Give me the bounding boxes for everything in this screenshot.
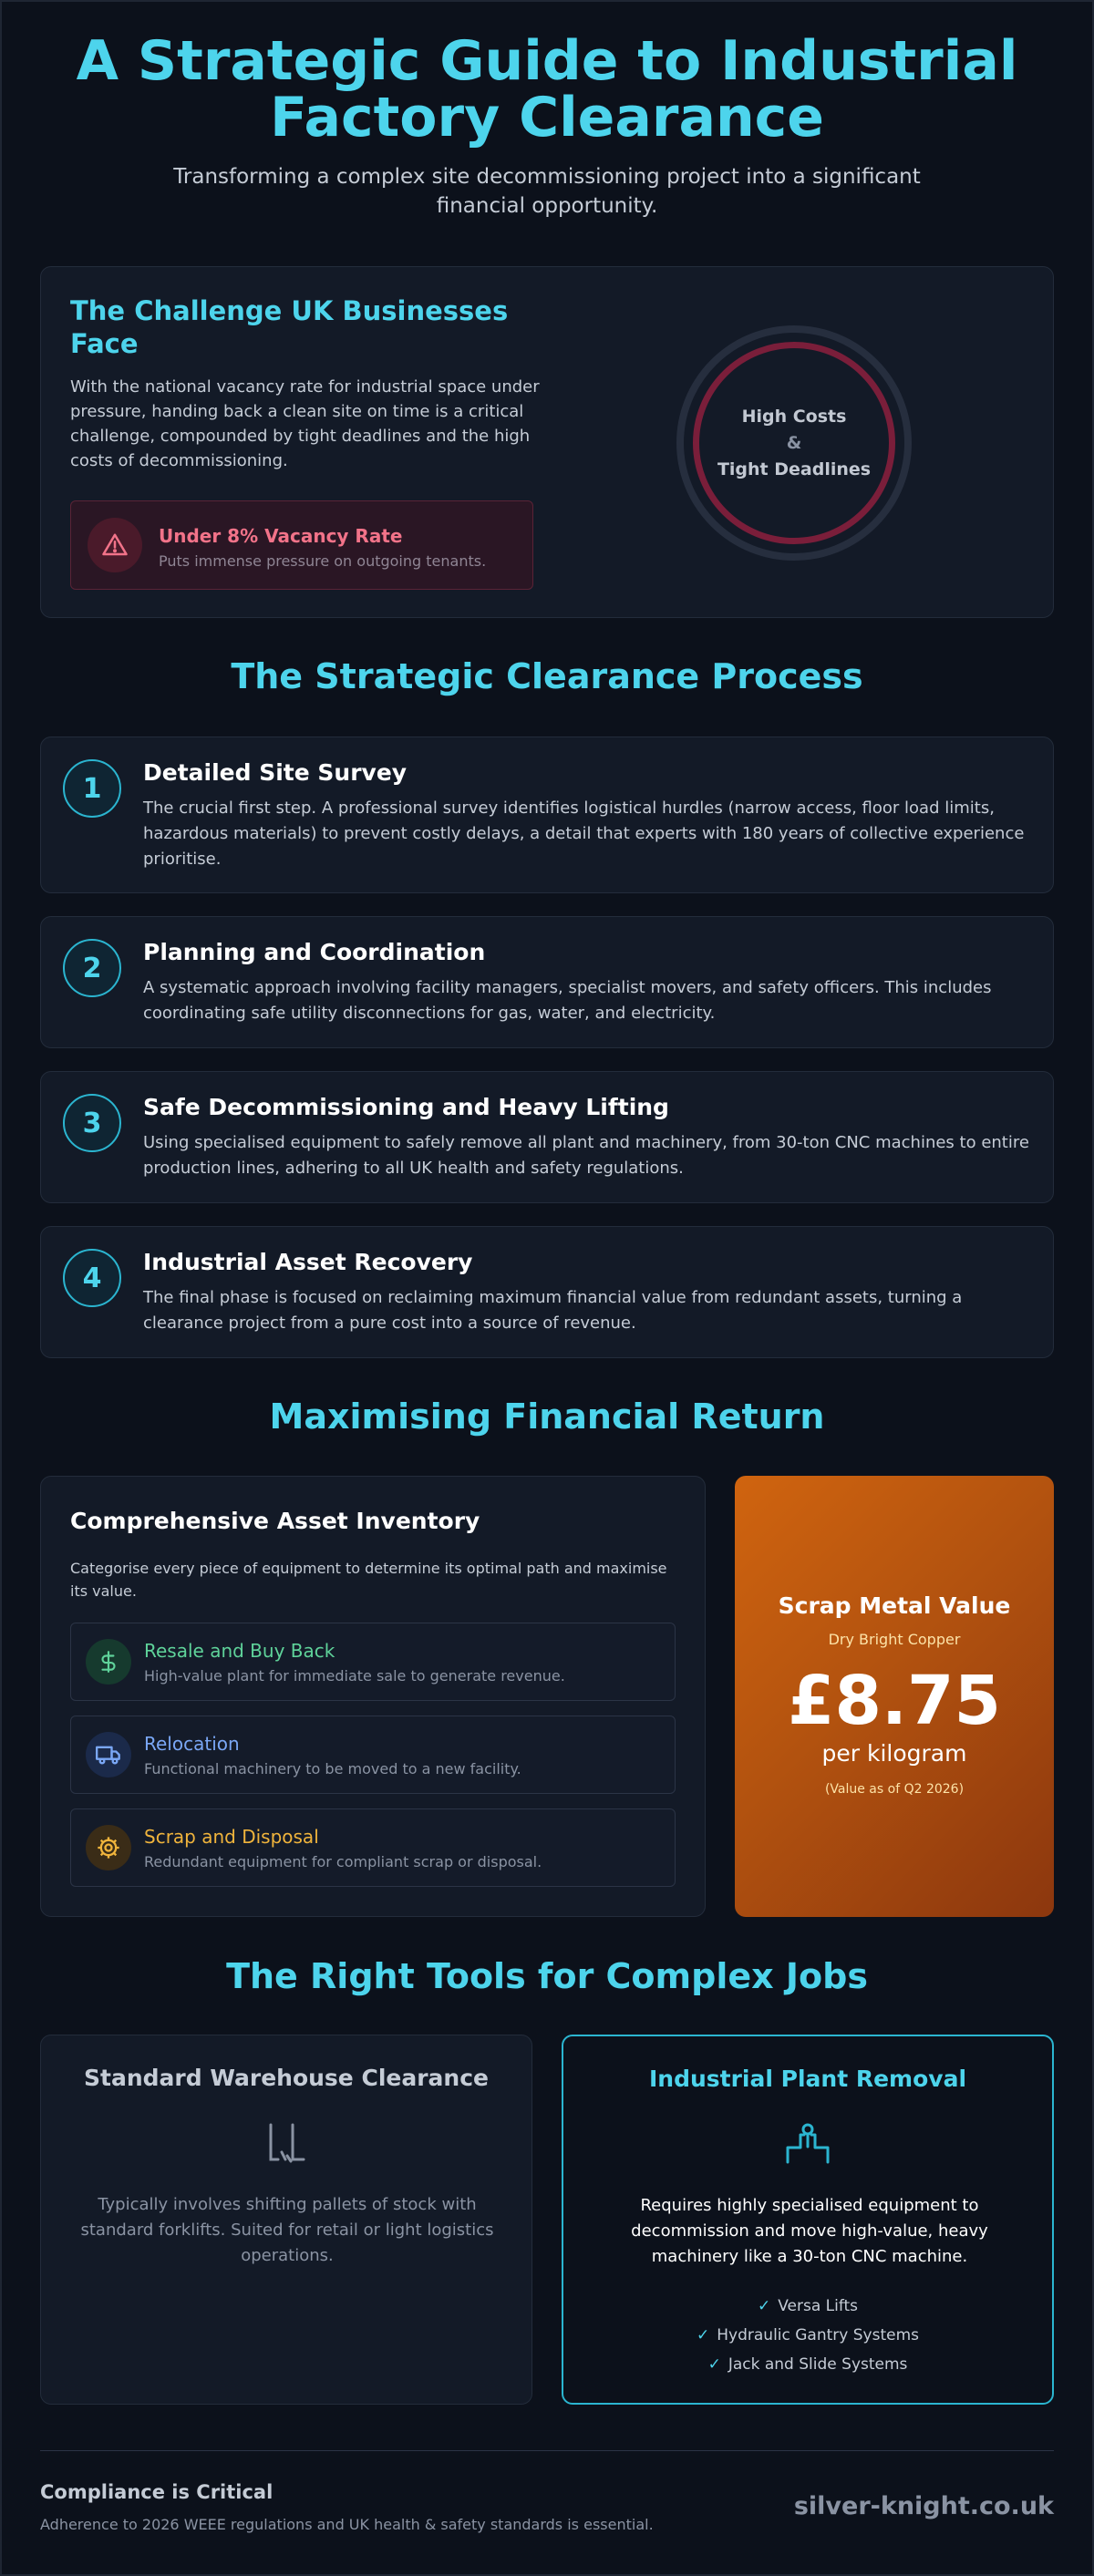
standard-title: Standard Warehouse Clearance bbox=[84, 2065, 489, 2091]
equipment-label: Versa Lifts bbox=[778, 2297, 859, 2315]
inventory-description: Categorise every piece of equipment to determine its optimal path and maximise its value. bbox=[70, 1560, 667, 1600]
truck-icon bbox=[86, 1732, 131, 1777]
forklift-icon bbox=[260, 2116, 315, 2170]
industrial-title: Industrial Plant Removal bbox=[648, 2066, 967, 2092]
dollar-icon bbox=[86, 1639, 131, 1685]
step-title: Industrial Asset Recovery bbox=[143, 1249, 473, 1275]
item-text: Functional machinery to be moved to a new facility. bbox=[144, 1760, 521, 1777]
item-text: Redundant equipment for compliant scrap or disposal. bbox=[144, 1853, 542, 1870]
step-text: The crucial first step. A professional survey identifies logistical hurdles (narrow access, floor load limits, hazardous materials) to prevent costly delays, a detail that experts with 180 years of collective experience prioritise. bbox=[143, 799, 1025, 869]
financial-title: Maximising Financial Return bbox=[269, 1396, 825, 1437]
check-icon: ✓ bbox=[697, 2326, 710, 2344]
step-number: 3 bbox=[63, 1094, 121, 1152]
hero bbox=[40, 29, 1054, 221]
process-step-3 bbox=[40, 1071, 1054, 1203]
equipment-item bbox=[563, 2350, 1052, 2379]
industrial-removal-card bbox=[562, 2035, 1054, 2405]
warning-triangle-icon bbox=[88, 518, 142, 572]
scrap-note: (Value as of Q2 2026) bbox=[824, 1782, 965, 1797]
challenge-card bbox=[40, 266, 1054, 618]
footer-divider bbox=[40, 2450, 1054, 2451]
item-title: Relocation bbox=[144, 1733, 240, 1755]
step-text: A systematic approach involving facility managers, specialist movers, and safety officers. This includes coordinating safe utility disconnections for gas, water, and electricity. bbox=[143, 978, 992, 1023]
inventory-item-relocation bbox=[70, 1716, 676, 1794]
ring-line2: Tight Deadlines bbox=[717, 459, 872, 479]
challenge-description: With the national vacancy rate for industrial space under pressure, handing back a clean site on time is a critical challenge, compounded by tight deadlines and the high costs of decommissioning. bbox=[70, 377, 540, 470]
footer-title: Compliance is Critical bbox=[40, 2481, 274, 2503]
step-title: Safe Decommissioning and Heavy Lifting bbox=[143, 1094, 669, 1120]
page-subtitle: Transforming a complex site decommissioning project into a significant financial opportunity. bbox=[173, 165, 921, 218]
item-title: Resale and Buy Back bbox=[144, 1640, 335, 1662]
equipment-label: Jack and Slide Systems bbox=[728, 2355, 908, 2374]
equipment-label: Hydraulic Gantry Systems bbox=[717, 2326, 919, 2344]
gear-icon bbox=[86, 1825, 131, 1870]
ring-line1: High Costs bbox=[741, 406, 847, 427]
costs-ring bbox=[676, 325, 912, 561]
inventory-item-scrap bbox=[70, 1808, 676, 1887]
scrap-price: £8.75 bbox=[787, 1662, 1002, 1740]
scrap-material: Dry Bright Copper bbox=[828, 1631, 961, 1648]
equipment-item bbox=[563, 2321, 1052, 2350]
step-number: 2 bbox=[63, 939, 121, 997]
inventory-item-resale bbox=[70, 1623, 676, 1701]
equipment-item bbox=[563, 2292, 1052, 2321]
scrap-value-card bbox=[735, 1476, 1054, 1917]
step-number: 1 bbox=[63, 759, 121, 818]
inventory-title: Comprehensive Asset Inventory bbox=[70, 1508, 480, 1534]
process-step-2 bbox=[40, 916, 1054, 1048]
step-title: Detailed Site Survey bbox=[143, 759, 408, 786]
scrap-title: Scrap Metal Value bbox=[778, 1592, 1011, 1619]
item-title: Scrap and Disposal bbox=[144, 1826, 319, 1848]
step-title: Planning and Coordination bbox=[143, 939, 486, 965]
process-step-1 bbox=[40, 737, 1054, 893]
challenge-title: The Challenge UK Businesses Face bbox=[70, 295, 509, 359]
step-text: Using specialised equipment to safely remove all plant and machinery, from 30-ton CNC machines to entire production lines, adhering to all UK health and safety regulations. bbox=[143, 1133, 1029, 1178]
tools-title: The Right Tools for Complex Jobs bbox=[226, 1956, 868, 1996]
alert-text: Puts immense pressure on outgoing tenants. bbox=[159, 552, 487, 570]
check-icon: ✓ bbox=[707, 2355, 721, 2374]
ring-inner bbox=[693, 342, 895, 544]
crane-hook-icon bbox=[780, 2117, 835, 2171]
equipment-list bbox=[563, 2292, 1052, 2379]
scrap-unit: per kilogram bbox=[821, 1740, 967, 1767]
brand-link[interactable]: silver-knight.co.uk bbox=[793, 2492, 1054, 2520]
ring-amp: & bbox=[786, 432, 802, 453]
standard-description: Typically involves shifting pallets of stock with standard forklifts. Suited for retail or light logistics operations. bbox=[80, 2195, 494, 2265]
step-number: 4 bbox=[63, 1249, 121, 1307]
process-title: The Strategic Clearance Process bbox=[231, 656, 863, 696]
vacancy-alert bbox=[70, 500, 533, 590]
item-text: High-value plant for immediate sale to generate revenue. bbox=[144, 1667, 565, 1685]
footer-text: Adherence to 2026 WEEE regulations and UK health & safety standards is essential. bbox=[40, 2516, 654, 2533]
check-icon: ✓ bbox=[757, 2297, 771, 2315]
page-title: A Strategic Guide to Industrial Factory Clearance bbox=[76, 29, 1018, 149]
step-text: The final phase is focused on reclaiming maximum financial value from redundant assets, turning a clearance project from a pure cost into a source of revenue. bbox=[143, 1288, 963, 1333]
standard-clearance-card bbox=[40, 2035, 532, 2405]
industrial-description: Requires highly specialised equipment to decommission and move high-value, heavy machinery like a 30-ton CNC machine. bbox=[631, 2196, 988, 2266]
process-step-4 bbox=[40, 1226, 1054, 1358]
asset-inventory-card bbox=[40, 1476, 706, 1917]
alert-title: Under 8% Vacancy Rate bbox=[159, 525, 403, 547]
